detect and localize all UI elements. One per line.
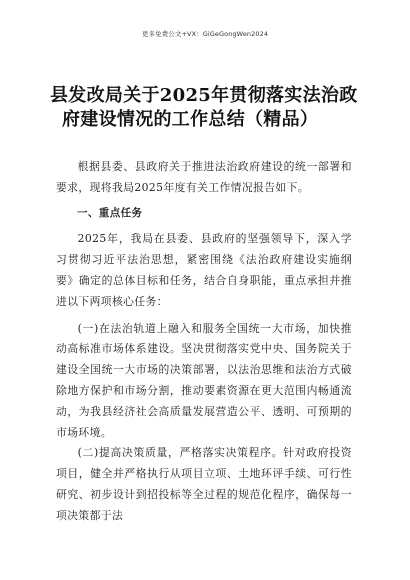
section-heading-1: 一、重点任务	[77, 206, 143, 219]
document-title	[50, 84, 368, 132]
paragraph-1: 2025年，我局在县委、县政府的坚强领导下，深入学习贯彻习近平法治思想，紧密围绕《法治政府建设实施纲要》确定的总体目标和任务，结合自身职能，重点承担并推进以下两项核心任务：	[56, 232, 352, 308]
paragraph-3: (二)提高决策质量，严格落实决策程序。针对政府投资项目，健全并严格执行从项目立项、土地环评手续、可行性研究、初步设计到招投标等全过程的规范化程序，确保每一项决策都于法	[56, 446, 352, 522]
header-note: 更多免费公文+VX：GiGeGongWen2024	[141, 30, 269, 38]
paragraph-2: (一)在法治轨道上融入和服务全国统一大市场，加快推动高标准市场体系建设。坚决贯彻落实党中央、国务院关于建设全国统一大市场的决策部署，以法治思维和法治方式破除地方保护和市场分割，推动要素资源在更大范围内畅通流动，为我县经济社会高质量发展营造公平、透明、可预期的市场环境。	[56, 321, 352, 439]
title-line-1: 县发改局关于2025年贯彻落实法治政	[50, 85, 358, 106]
document-body	[56, 157, 352, 527]
title-line-2: 府建设情况的工作总结（精品）	[62, 109, 319, 130]
intro-paragraph: 根据县委、县政府关于推进法治政府建设的统一部署和要求，现将我局2025年度有关工作情况报告如下。	[56, 160, 352, 194]
